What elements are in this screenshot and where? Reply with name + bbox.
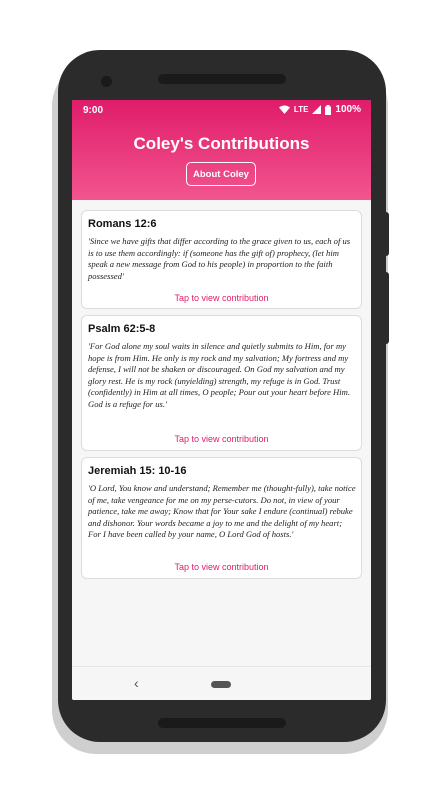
view-contribution-link[interactable]: Tap to view contribution <box>174 293 269 303</box>
battery-icon <box>325 105 331 115</box>
back-icon[interactable]: ‹ <box>134 675 139 691</box>
screen <box>72 100 371 700</box>
contribution-card[interactable] <box>81 315 362 451</box>
status-icons <box>279 104 361 115</box>
about-button[interactable]: About Coley <box>186 162 256 186</box>
view-contribution-link[interactable]: Tap to view contribution <box>174 434 269 444</box>
card-verse-text: 'O Lord, You know and understand; Remember me (thought-fully), take notice of me, take vengeance for me on my perse-cutors. Do not, in view of your patience, take me away; Know that for Your sake I endure (continual) rebuke and dishonor. Your words became a joy to me and the delight of my heart; For I have been called by your name, O Lord God of hosts.' <box>88 483 356 540</box>
top-speaker <box>158 74 286 84</box>
card-reference: Jeremiah 15: 10-16 <box>88 465 187 477</box>
wifi-icon <box>279 105 290 114</box>
card-verse-text: 'For God alone my soul waits in silence and quietly submits to Him, for my hope is from Him. He only is my rock and my salvation; My fortress and my defense, I will not be shaken or discouraged. On God my salvation and my glory rest. He is my rock (unyielding) strength, my refuge is in God. Trust (confidently) in Him at all times, O people; Pour out your heart before Him. God is a refuge for us.' <box>88 341 350 409</box>
home-pill-icon[interactable] <box>211 681 231 688</box>
contribution-card[interactable] <box>81 210 362 309</box>
navigation-bar <box>72 666 371 700</box>
camera-icon <box>101 76 112 87</box>
network-label: LTE <box>293 105 309 114</box>
card-verse-text: 'Since we have gifts that differ according to the grace given to us, each of us is to use them accordingly: if (someone has the gift of) prophecy, (let him speak a new message from God to his people) in proportion to the faith possessed' <box>88 236 351 281</box>
status-bar <box>72 100 371 122</box>
contribution-card[interactable] <box>81 457 362 579</box>
page-title: Coley's Contributions <box>133 134 310 153</box>
volume-button <box>384 272 389 344</box>
bottom-speaker <box>158 718 286 728</box>
status-time: 9:00 <box>83 105 104 116</box>
card-reference: Psalm 62:5-8 <box>88 323 156 335</box>
app-header <box>72 100 371 200</box>
card-reference: Romans 12:6 <box>88 218 157 230</box>
battery-level: 100% <box>335 104 361 115</box>
power-button <box>384 212 389 256</box>
view-contribution-link[interactable]: Tap to view contribution <box>174 562 269 572</box>
signal-icon <box>312 105 321 114</box>
